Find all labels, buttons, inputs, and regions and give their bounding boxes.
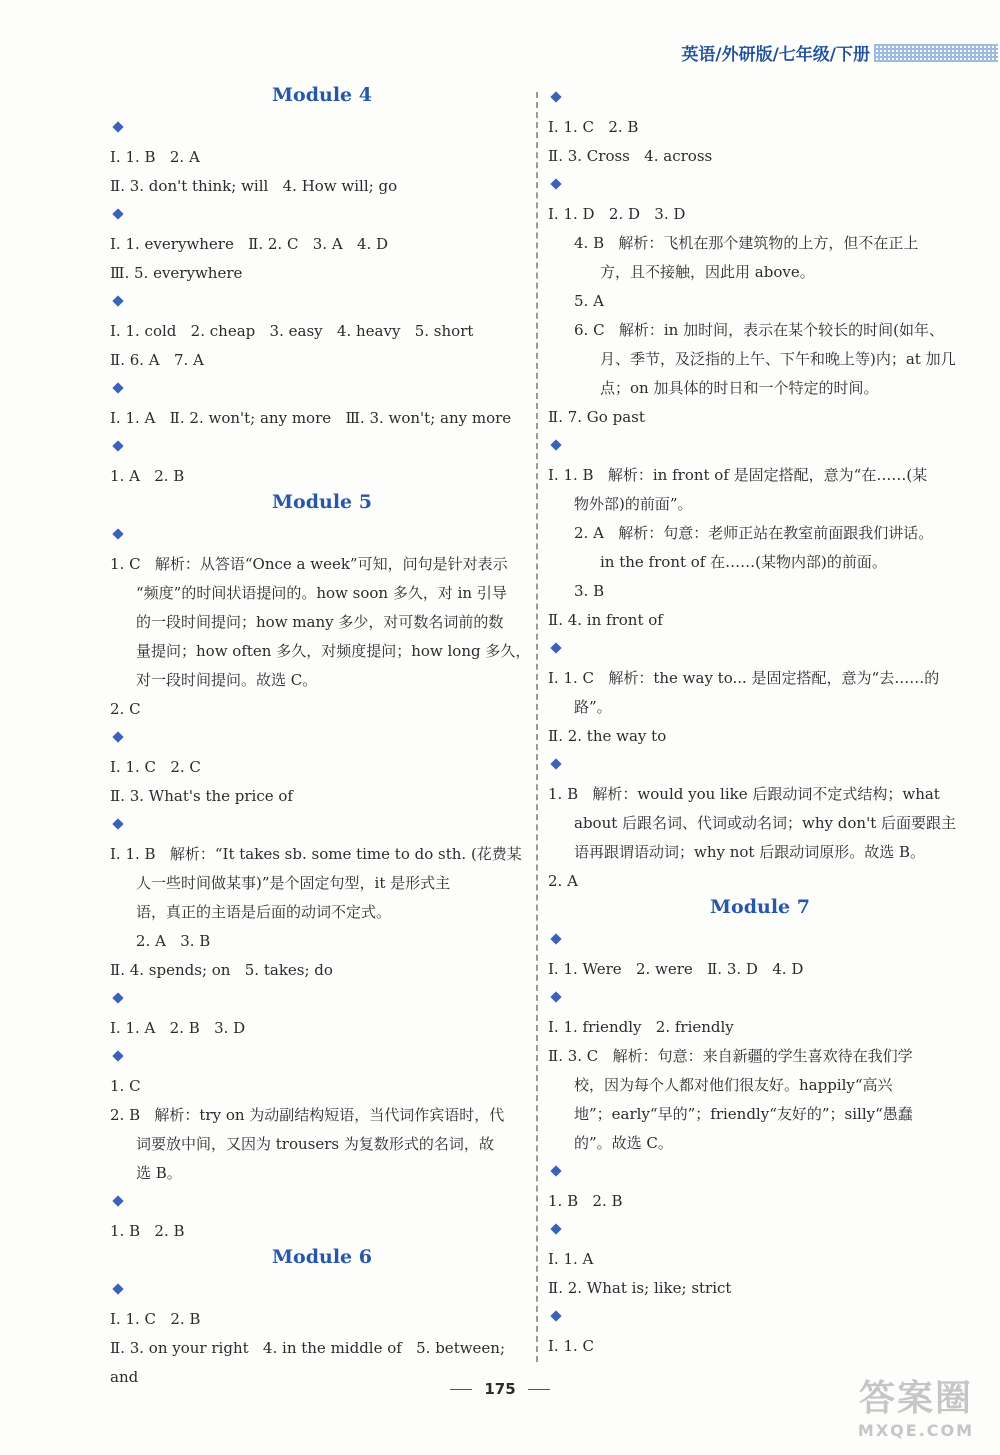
answer-line: Ⅰ. 1. C 2. C: [110, 758, 201, 776]
answer-line: Ⅱ. 3. on your right 4. in the middle of 5. between; and: [110, 1339, 510, 1386]
explanation-line: 6. C 解析：in 加时间，表示在某个较长的时间(如年、: [574, 321, 944, 339]
section-diamond-icon: [112, 733, 124, 745]
section-diamond-icon: [550, 1167, 562, 1179]
answer-line: 1. C: [110, 1077, 141, 1095]
section-diamond-icon: [112, 820, 124, 832]
section-diamond-icon: [550, 1225, 562, 1237]
section-diamond-icon: [112, 442, 124, 454]
answer-line: Ⅱ. 6. A 7. A: [110, 351, 204, 369]
answer-explanation: [548, 1042, 972, 1158]
explanation-line: 对一段时间提问。故选 C。: [136, 671, 318, 689]
section-diamond-icon: [550, 644, 562, 656]
explanation-line: in the front of 在……(某物内部)的前面。: [600, 553, 887, 571]
module-heading: Module 7: [710, 896, 810, 918]
answer-explanation: [548, 461, 972, 519]
explanation-line: 语，真正的主语是后面的动词不定式。: [136, 903, 392, 921]
explanation-line: 量提问；how often 多久，对频度提问；how long 多久，: [136, 642, 531, 660]
answer-line: Ⅱ. 3. Cross 4. across: [548, 147, 713, 165]
answer-line: Ⅰ. 1. D 2. D 3. D: [548, 205, 686, 223]
answer-line: 5. A: [574, 292, 604, 310]
answer-line: Ⅱ. 3. don't think; will 4. How will; go: [110, 177, 398, 195]
section-diamond-icon: [112, 297, 124, 309]
section-diamond-icon: [550, 935, 562, 947]
answer-line: 2. C: [110, 700, 141, 718]
explanation-line: 月、季节，及泛指的上午、下午和晚上等)内；at 加几: [600, 350, 956, 368]
answer-line: Ⅱ. 2. the way to: [548, 727, 667, 745]
answer-line: Ⅱ. 3. What's the price of: [110, 787, 293, 805]
explanation-line: Ⅰ. 1. C 解析：the way to... 是固定搭配，意为“去……的: [548, 669, 940, 687]
answer-explanation: [110, 1101, 534, 1188]
section-diamond-icon: [550, 993, 562, 1005]
section-diamond-icon: [112, 1197, 124, 1209]
section-diamond-icon: [112, 1285, 124, 1297]
answer-explanation: [110, 550, 534, 695]
answer-line: Ⅰ. 1. C 2. B: [110, 1310, 201, 1328]
explanation-line: 语再跟谓语动词；why not 后跟动词原形。故选 B。: [574, 843, 926, 861]
module-heading: Module 4: [272, 84, 372, 106]
section-diamond-icon: [550, 1312, 562, 1324]
answer-line: Ⅰ. 1. A Ⅱ. 2. won't; any more Ⅲ. 3. won't; any more: [110, 409, 512, 427]
section-diamond-icon: [550, 180, 562, 192]
answer-line: Ⅰ. 1. B 2. A: [110, 148, 200, 166]
answer-line: 1. A 2. B: [110, 467, 185, 485]
explanation-line: 4. B 解析：飞机在那个建筑物的上方，但不在正上: [574, 234, 919, 252]
section-diamond-icon: [550, 441, 562, 453]
answer-line: Ⅰ. 1. everywhere Ⅱ. 2. C 3. A 4. D: [110, 235, 389, 253]
answer-line: Ⅰ. 1. C 2. B: [548, 118, 639, 136]
answer-explanation: [548, 316, 972, 403]
answer-line: Ⅱ. 4. spends; on 5. takes; do: [110, 961, 333, 979]
explanation-line: Ⅰ. 1. B 解析：in front of 是固定搭配，意为“在……(某: [548, 466, 928, 484]
explanation-line: about 后跟名词、代词或动名词；why don't 后面要跟主: [574, 814, 956, 832]
answer-line: 1. B 2. B: [548, 1192, 623, 1210]
page-number-text: 175: [484, 1380, 516, 1398]
explanation-line: 物外部)的前面”。: [574, 495, 693, 513]
answer-explanation: [110, 840, 534, 927]
explanation-line: 1. C 解析：从答语“Once a week”可知，问句是针对表示: [110, 555, 508, 573]
explanation-line: 地”；early“早的”；friendly“友好的”；silly“愚蠢: [574, 1105, 913, 1123]
explanation-line: 的”。故选 C。: [574, 1134, 673, 1152]
section-diamond-icon: [112, 530, 124, 542]
answer-line: 3. B: [574, 582, 605, 600]
explanation-line: 选 B。: [136, 1164, 182, 1182]
explanation-line: 的一段时间提问；how many 多少，对可数名词前的数: [136, 613, 504, 631]
explanation-line: 2. B 解析：try on 为动副结构短语，当代词作宾语时，代: [110, 1106, 505, 1124]
book-header-tag: 英语/外研版/七年级/下册: [681, 45, 870, 65]
module-heading: Module 6: [272, 1246, 372, 1268]
column-divider: [536, 92, 538, 1362]
answer-explanation: [548, 780, 972, 867]
answer-line: Ⅰ. 1. friendly 2. friendly: [548, 1018, 734, 1036]
watermark-logo: 答案圈: [858, 1378, 973, 1419]
answer-line: Ⅱ. 7. Go past: [548, 408, 645, 426]
explanation-line: 路”。: [574, 698, 612, 716]
header-decorative-bar: [874, 44, 998, 62]
answer-explanation: [548, 519, 972, 577]
explanation-line: Ⅰ. 1. B 解析：“It takes sb. some time to do sth. (花费某: [110, 845, 522, 863]
answer-line: Ⅰ. 1. A: [548, 1250, 594, 1268]
watermark: [846, 1377, 986, 1447]
answer-line: 2. A 3. B: [136, 932, 211, 950]
section-diamond-icon: [112, 994, 124, 1006]
answer-line: Ⅰ. 1. A 2. B 3. D: [110, 1019, 246, 1037]
explanation-line: 人一些时间做某事)”是个固定句型，it 是形式主: [136, 874, 451, 892]
answer-line: Ⅲ. 5. everywhere: [110, 264, 243, 282]
module-heading: Module 5: [272, 491, 372, 513]
section-diamond-icon: [550, 760, 562, 772]
explanation-line: 2. A 解析：句意：老师正站在教室前面跟我们讲话。: [574, 524, 934, 542]
answer-line: 1. B 2. B: [110, 1222, 185, 1240]
explanation-line: 方，且不接触，因此用 above。: [600, 263, 815, 281]
answer-line: Ⅰ. 1. C: [548, 1337, 595, 1355]
explanation-line: 词要放中间，又因为 trousers 为复数形式的名词，故: [136, 1135, 494, 1153]
explanation-line: 点；on 加具体的时日和一个特定的时间。: [600, 379, 879, 397]
section-diamond-icon: [112, 384, 124, 396]
explanation-line: 校，因为每个人都对他们很友好。happily“高兴: [574, 1076, 893, 1094]
section-diamond-icon: [550, 93, 562, 105]
answer-explanation: [548, 664, 972, 722]
page-number-dash-left: [450, 1389, 472, 1390]
section-diamond-icon: [112, 210, 124, 222]
page-number-dash-right: [528, 1389, 550, 1390]
answer-line: Ⅰ. 1. cold 2. cheap 3. easy 4. heavy 5. short: [110, 322, 474, 340]
section-diamond-icon: [112, 1052, 124, 1064]
answer-line: Ⅱ. 4. in front of: [548, 611, 663, 629]
explanation-line: Ⅱ. 3. C 解析：句意：来自新疆的学生喜欢待在我们学: [548, 1047, 913, 1065]
answer-line: Ⅰ. 1. Were 2. were Ⅱ. 3. D 4. D: [548, 960, 804, 978]
answer-line: Ⅱ. 2. What is; like; strict: [548, 1279, 732, 1297]
section-diamond-icon: [112, 123, 124, 135]
watermark-url: MXQE.COM: [857, 1421, 975, 1440]
answer-line: 2. A: [548, 872, 578, 890]
explanation-line: “频度”的时间状语提问的。how soon 多久，对 in 引导: [136, 584, 507, 602]
answer-explanation: [548, 229, 972, 287]
explanation-line: 1. B 解析：would you like 后跟动词不定式结构；what: [548, 785, 940, 803]
